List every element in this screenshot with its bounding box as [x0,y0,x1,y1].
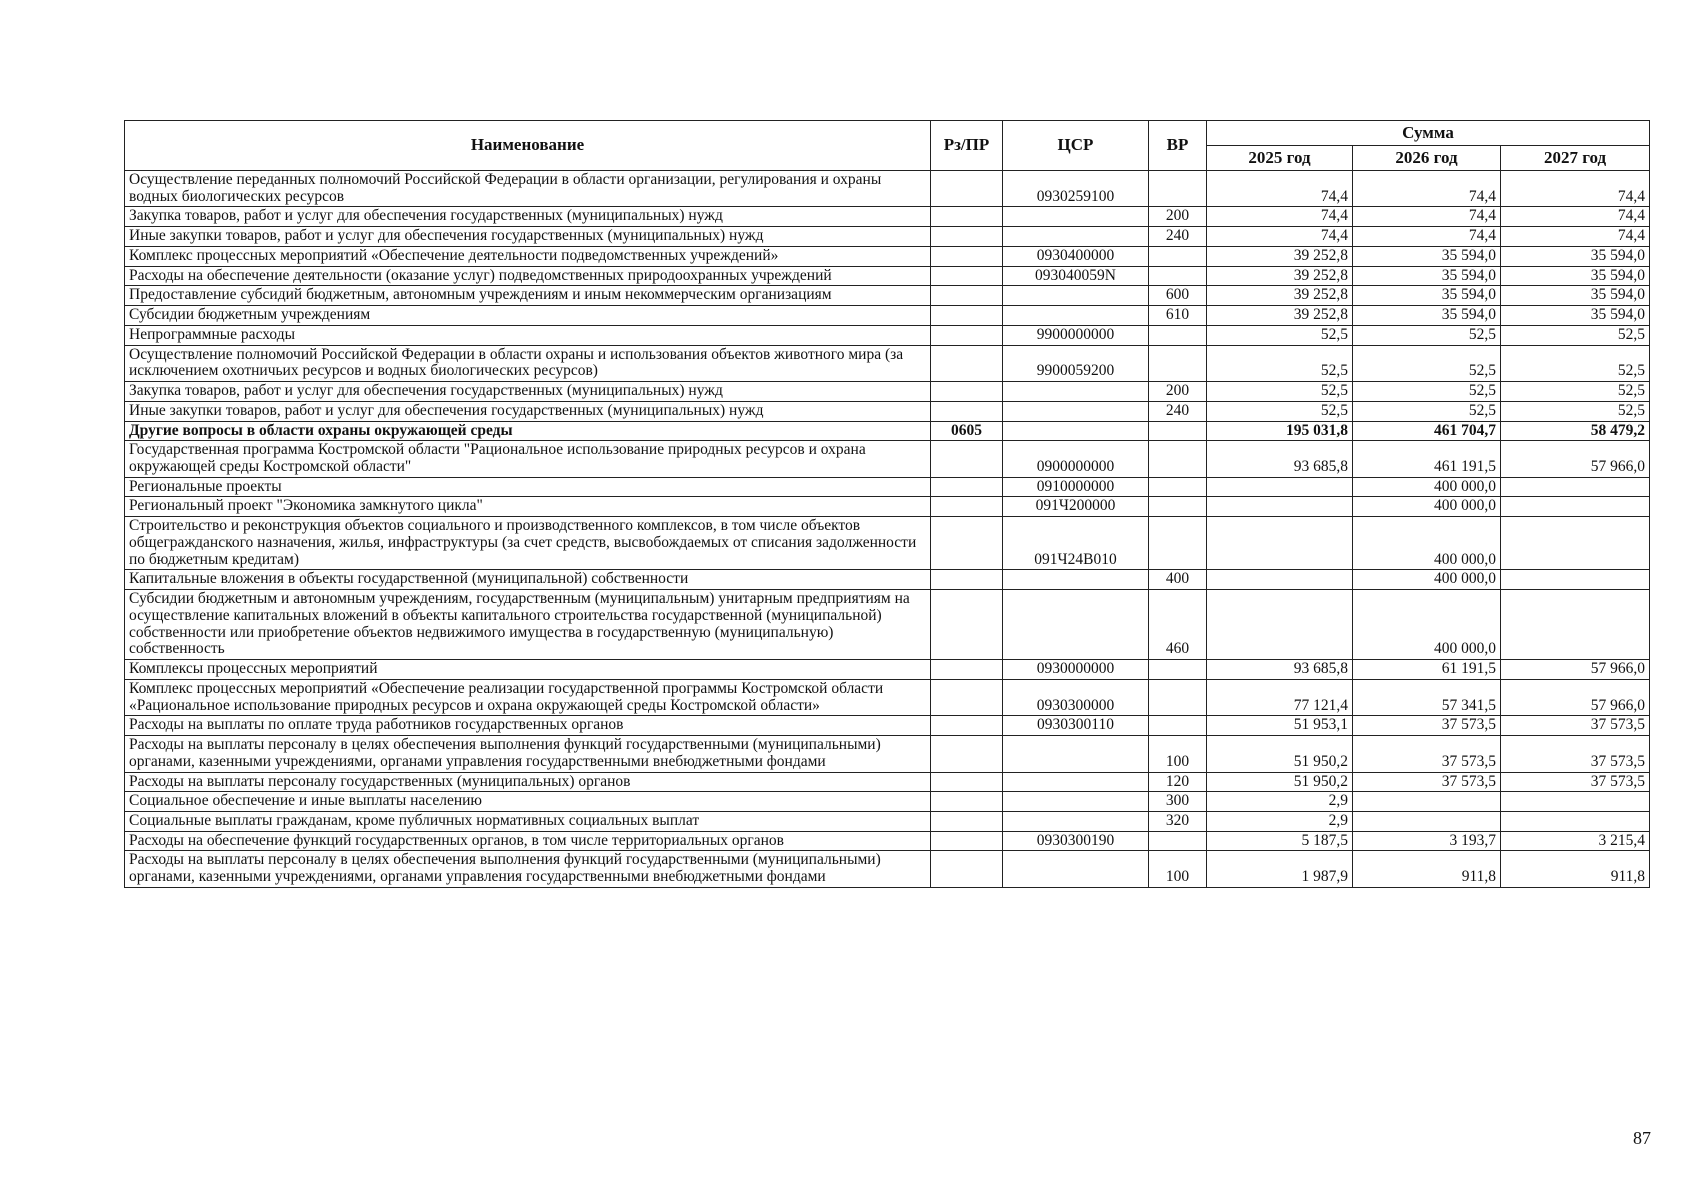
cell-rz [931,382,1003,402]
cell-2026: 3 193,7 [1353,831,1501,851]
table-body [125,171,1650,888]
cell-2025: 1 987,9 [1207,851,1353,887]
cell-2025: 39 252,8 [1207,266,1353,286]
cell-2025: 52,5 [1207,325,1353,345]
cell-name: Иные закупки товаров, работ и услуг для обеспечения государственных (муниципальных) нужд [125,227,931,247]
header-sum: Сумма [1207,121,1650,146]
cell-rz [931,441,1003,477]
cell-2025: 2,9 [1207,811,1353,831]
cell-name: Расходы на выплаты персоналу в целях обеспечения выполнения функций государственными (муниципальными) органами, казенными учреждениями, органами управления государственными внебюджетными фондами [125,851,931,887]
cell-name: Закупка товаров, работ и услуг для обеспечения государственных (муниципальных) нужд [125,207,931,227]
header-2027: 2027 год [1501,146,1650,171]
cell-2025: 74,4 [1207,207,1353,227]
cell-2026: 52,5 [1353,345,1501,381]
cell-name: Капитальные вложения в объекты государственной (муниципальной) собственности [125,570,931,590]
cell-2025: 93 685,8 [1207,441,1353,477]
cell-csr [1003,207,1149,227]
cell-2026: 37 573,5 [1353,736,1501,772]
cell-2027 [1501,477,1650,497]
cell-2027 [1501,497,1650,517]
cell-vr: 200 [1149,382,1207,402]
cell-vr: 600 [1149,286,1207,306]
cell-2027: 52,5 [1501,325,1650,345]
cell-vr [1149,266,1207,286]
table-row [125,477,1650,497]
cell-2027: 35 594,0 [1501,286,1650,306]
cell-2027: 57 966,0 [1501,441,1650,477]
cell-name: Строительство и реконструкция объектов социального и производственного комплексов, в том числе объектов общегражданского назначения, жилья, инфраструктуры (за счет средств, высвобождаемых от списания задолженности по бюджетным кредитам) [125,517,931,570]
cell-vr [1149,831,1207,851]
cell-name: Комплекс процессных мероприятий «Обеспечение деятельности подведомственных учреждений» [125,246,931,266]
cell-csr [1003,421,1149,441]
cell-vr: 200 [1149,207,1207,227]
page-number: 87 [1633,1128,1651,1148]
cell-csr: 0930300190 [1003,831,1149,851]
cell-2027 [1501,517,1650,570]
cell-vr: 320 [1149,811,1207,831]
cell-2026: 52,5 [1353,401,1501,421]
cell-csr [1003,570,1149,590]
table-row [125,286,1650,306]
cell-name: Расходы на выплаты персоналу государственных (муниципальных) органов [125,772,931,792]
cell-name: Субсидии бюджетным учреждениям [125,306,931,326]
cell-2027: 57 966,0 [1501,660,1650,680]
cell-name: Осуществление полномочий Российской Федерации в области охраны и использования объектов животного мира (за исключением охотничьих ресурсов и водных биологических ресурсов) [125,345,931,381]
cell-csr: 0930400000 [1003,246,1149,266]
table-row [125,517,1650,570]
cell-2027: 35 594,0 [1501,246,1650,266]
cell-2026: 52,5 [1353,382,1501,402]
table-row [125,171,1650,207]
cell-vr [1149,171,1207,207]
table-row [125,851,1650,887]
cell-vr [1149,345,1207,381]
table-row [125,306,1650,326]
cell-2026: 57 341,5 [1353,679,1501,715]
cell-rz: 0605 [931,421,1003,441]
header-rz: Рз/ПР [931,121,1003,171]
cell-csr [1003,792,1149,812]
cell-2027: 37 573,5 [1501,772,1650,792]
cell-2027: 35 594,0 [1501,306,1650,326]
cell-2026: 400 000,0 [1353,570,1501,590]
table-row [125,227,1650,247]
cell-vr [1149,421,1207,441]
cell-name: Комплексы процессных мероприятий [125,660,931,680]
cell-2025: 51 950,2 [1207,772,1353,792]
cell-2025 [1207,590,1353,660]
table-row [125,792,1650,812]
cell-rz [931,792,1003,812]
cell-vr [1149,679,1207,715]
cell-rz [931,851,1003,887]
cell-rz [931,306,1003,326]
cell-name: Социальные выплаты гражданам, кроме публичных нормативных социальных выплат [125,811,931,831]
cell-csr: 091Ч24В010 [1003,517,1149,570]
cell-name: Расходы на выплаты по оплате труда работников государственных органов [125,716,931,736]
cell-vr [1149,716,1207,736]
cell-csr [1003,811,1149,831]
budget-table [124,120,1650,888]
cell-vr: 300 [1149,792,1207,812]
cell-csr [1003,772,1149,792]
cell-2025: 39 252,8 [1207,306,1353,326]
cell-vr [1149,497,1207,517]
cell-rz [931,246,1003,266]
cell-rz [931,736,1003,772]
cell-2027: 37 573,5 [1501,716,1650,736]
cell-csr [1003,286,1149,306]
cell-2025: 2,9 [1207,792,1353,812]
cell-rz [931,716,1003,736]
cell-2025: 74,4 [1207,171,1353,207]
table-row [125,207,1650,227]
cell-2025 [1207,517,1353,570]
table-row [125,590,1650,660]
cell-2026: 35 594,0 [1353,246,1501,266]
cell-rz [931,227,1003,247]
cell-vr: 610 [1149,306,1207,326]
cell-2027: 57 966,0 [1501,679,1650,715]
header-2025: 2025 год [1207,146,1353,171]
cell-2025: 52,5 [1207,345,1353,381]
cell-csr: 0900000000 [1003,441,1149,477]
cell-2025: 39 252,8 [1207,246,1353,266]
cell-vr: 120 [1149,772,1207,792]
cell-2027: 58 479,2 [1501,421,1650,441]
cell-name: Комплекс процессных мероприятий «Обеспечение реализации государственной программы Костромской области «Рациональное использование природных ресурсов и охрана окружающей среды Костромской области» [125,679,931,715]
cell-2027: 52,5 [1501,345,1650,381]
cell-2025 [1207,570,1353,590]
cell-csr: 9900000000 [1003,325,1149,345]
cell-2027: 74,4 [1501,171,1650,207]
cell-2027: 37 573,5 [1501,736,1650,772]
cell-2026: 37 573,5 [1353,716,1501,736]
cell-name: Региональный проект "Экономика замкнутого цикла" [125,497,931,517]
cell-2027 [1501,811,1650,831]
cell-2026: 35 594,0 [1353,306,1501,326]
table-row [125,246,1650,266]
table-row [125,679,1650,715]
cell-csr [1003,590,1149,660]
cell-rz [931,266,1003,286]
cell-csr: 0930259100 [1003,171,1149,207]
cell-name: Иные закупки товаров, работ и услуг для обеспечения государственных (муниципальных) нужд [125,401,931,421]
cell-rz [931,590,1003,660]
cell-vr [1149,441,1207,477]
cell-vr: 100 [1149,736,1207,772]
cell-2027: 52,5 [1501,382,1650,402]
cell-2026: 74,4 [1353,227,1501,247]
cell-2027 [1501,570,1650,590]
table-row [125,660,1650,680]
cell-2026 [1353,811,1501,831]
cell-2026: 911,8 [1353,851,1501,887]
cell-name: Государственная программа Костромской области "Рациональное использование природных ресурсов и охрана окружающей среды Костромской области" [125,441,931,477]
table-row [125,811,1650,831]
cell-rz [931,286,1003,306]
table-row [125,401,1650,421]
cell-csr: 093040059N [1003,266,1149,286]
cell-name: Осуществление переданных полномочий Российской Федерации в области организации, регулирования и охраны водных биологических ресурсов [125,171,931,207]
cell-2025: 52,5 [1207,401,1353,421]
table-row [125,497,1650,517]
table-row [125,716,1650,736]
cell-csr: 0930000000 [1003,660,1149,680]
cell-csr: 9900059200 [1003,345,1149,381]
cell-2025: 52,5 [1207,382,1353,402]
cell-2026: 74,4 [1353,207,1501,227]
cell-name: Расходы на обеспечение функций государственных органов, в том числе территориальных органов [125,831,931,851]
cell-vr: 240 [1149,227,1207,247]
cell-vr [1149,660,1207,680]
cell-csr [1003,851,1149,887]
cell-vr: 100 [1149,851,1207,887]
cell-2025: 39 252,8 [1207,286,1353,306]
cell-vr [1149,477,1207,497]
cell-2025: 77 121,4 [1207,679,1353,715]
cell-rz [931,570,1003,590]
cell-name: Социальное обеспечение и иные выплаты населению [125,792,931,812]
cell-rz [931,325,1003,345]
cell-csr: 091Ч200000 [1003,497,1149,517]
cell-name: Расходы на выплаты персоналу в целях обеспечения выполнения функций государственными (муниципальными) органами, казенными учреждениями, органами управления государственными внебюджетными фондами [125,736,931,772]
cell-rz [931,679,1003,715]
cell-name: Закупка товаров, работ и услуг для обеспечения государственных (муниципальных) нужд [125,382,931,402]
cell-2025 [1207,477,1353,497]
cell-2026: 461 704,7 [1353,421,1501,441]
cell-2027: 911,8 [1501,851,1650,887]
cell-2027: 74,4 [1501,207,1650,227]
cell-2026: 400 000,0 [1353,477,1501,497]
table-row [125,325,1650,345]
cell-rz [931,345,1003,381]
cell-2027: 74,4 [1501,227,1650,247]
cell-name: Субсидии бюджетным и автономным учреждениям, государственным (муниципальным) унитарным предприятиям на осуществление капитальных вложений в объекты капитального строительства государственной (муниципальной) собственности или приобретение объектов недвижимого имущества в государственную (муниципальную) собственность [125,590,931,660]
cell-name: Непрограммные расходы [125,325,931,345]
cell-2026: 74,4 [1353,171,1501,207]
table-row [125,772,1650,792]
table-row [125,421,1650,441]
cell-2026: 400 000,0 [1353,590,1501,660]
header-name: Наименование [125,121,931,171]
cell-rz [931,772,1003,792]
table-row [125,345,1650,381]
table-row [125,382,1650,402]
cell-name: Расходы на обеспечение деятельности (оказание услуг) подведомственных природоохранных учреждений [125,266,931,286]
cell-2026: 35 594,0 [1353,286,1501,306]
cell-rz [931,831,1003,851]
cell-csr: 0930300110 [1003,716,1149,736]
cell-rz [931,497,1003,517]
cell-2027 [1501,590,1650,660]
cell-2025: 74,4 [1207,227,1353,247]
cell-rz [931,171,1003,207]
cell-2026: 52,5 [1353,325,1501,345]
table-row [125,570,1650,590]
cell-2026 [1353,792,1501,812]
cell-2025 [1207,497,1353,517]
cell-2025: 51 953,1 [1207,716,1353,736]
cell-2026: 400 000,0 [1353,497,1501,517]
cell-csr [1003,401,1149,421]
cell-vr [1149,325,1207,345]
cell-csr: 0930300000 [1003,679,1149,715]
cell-rz [931,207,1003,227]
cell-rz [931,477,1003,497]
cell-rz [931,811,1003,831]
table-row [125,266,1650,286]
cell-vr: 240 [1149,401,1207,421]
cell-rz [931,517,1003,570]
cell-2027: 52,5 [1501,401,1650,421]
cell-rz [931,401,1003,421]
header-csr: ЦСР [1003,121,1149,171]
cell-csr [1003,227,1149,247]
cell-name: Предоставление субсидий бюджетным, автономным учреждениям и иным некоммерческим организациям [125,286,931,306]
cell-2027: 35 594,0 [1501,266,1650,286]
cell-vr: 460 [1149,590,1207,660]
cell-2025: 51 950,2 [1207,736,1353,772]
cell-rz [931,660,1003,680]
cell-2026: 35 594,0 [1353,266,1501,286]
header-vr: ВР [1149,121,1207,171]
cell-2026: 37 573,5 [1353,772,1501,792]
cell-csr: 0910000000 [1003,477,1149,497]
cell-vr [1149,246,1207,266]
cell-2025: 195 031,8 [1207,421,1353,441]
cell-vr: 400 [1149,570,1207,590]
cell-csr [1003,306,1149,326]
cell-2025: 5 187,5 [1207,831,1353,851]
cell-2026: 461 191,5 [1353,441,1501,477]
cell-2025: 93 685,8 [1207,660,1353,680]
table-row [125,441,1650,477]
table-row [125,831,1650,851]
cell-csr [1003,382,1149,402]
cell-vr [1149,517,1207,570]
cell-2026: 61 191,5 [1353,660,1501,680]
table-header [125,121,1650,171]
cell-2027 [1501,792,1650,812]
table-row [125,736,1650,772]
cell-name: Региональные проекты [125,477,931,497]
cell-2026: 400 000,0 [1353,517,1501,570]
cell-2027: 3 215,4 [1501,831,1650,851]
header-2026: 2026 год [1353,146,1501,171]
cell-csr [1003,736,1149,772]
cell-name: Другие вопросы в области охраны окружающей среды [125,421,931,441]
